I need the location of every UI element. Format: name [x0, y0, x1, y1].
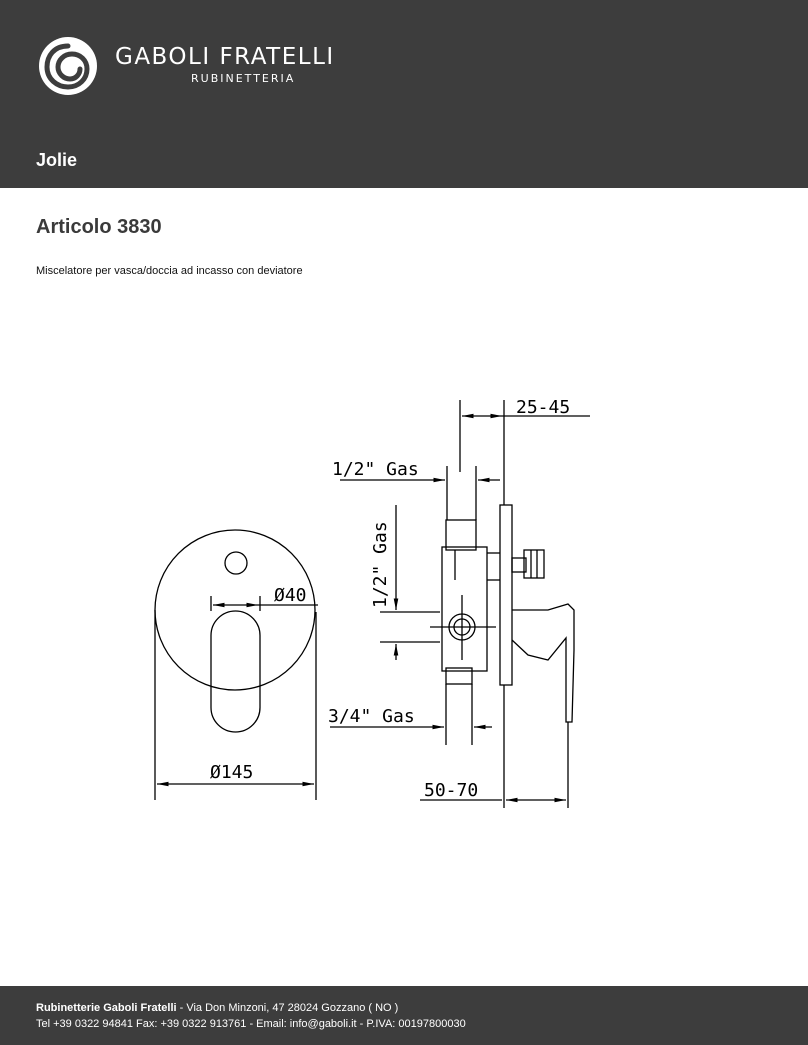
dimension-label-diameter-plate: Ø145 — [210, 762, 254, 783]
spiral-logo-icon — [34, 34, 104, 98]
technical-drawing — [0, 380, 808, 840]
dimension-label-gas-top: 1/2" Gas — [332, 459, 419, 480]
diverter-knob-outline — [225, 552, 247, 574]
lever-side-outline — [512, 604, 574, 722]
dimension-label-gas-bottom: 3/4" Gas — [328, 706, 415, 727]
valve-body-outline — [442, 547, 487, 671]
dimension-label-diameter-lever: Ø40 — [274, 585, 307, 606]
lever-outline — [211, 611, 260, 732]
top-inlet-outline — [446, 520, 476, 550]
article-title: Articolo 3830 — [36, 216, 162, 238]
front-plate-outline — [155, 530, 315, 690]
brand-name: GABOLI FRATELLI — [115, 44, 335, 70]
page-header — [0, 0, 808, 188]
dimension-label-25-45: 25-45 — [516, 397, 571, 418]
collection-name: Jolie — [36, 150, 78, 170]
footer-company-name: Rubinetterie Gaboli Fratelli — [36, 1002, 177, 1014]
dimension-label-gas-vertical: 1/2" Gas — [370, 521, 391, 608]
footer-contacts: Tel +39 0322 94841 Fax: +39 0322 913761 - Email: info@gaboli.it - P.IVA: 00197800030 — [36, 1018, 466, 1030]
page-footer — [0, 986, 808, 1045]
footer-address-line — [36, 1002, 398, 1014]
footer-address: - Via Don Minzoni, 47 28024 Gozzano ( NO ) — [176, 1002, 399, 1014]
article-description: Miscelatore per vasca/doccia ad incasso con deviatore — [36, 265, 303, 277]
wall-plate-outline — [500, 505, 512, 685]
brand-subtitle: RUBINETTERIA — [191, 72, 296, 85]
dimension-label-50-70: 50-70 — [424, 780, 479, 801]
